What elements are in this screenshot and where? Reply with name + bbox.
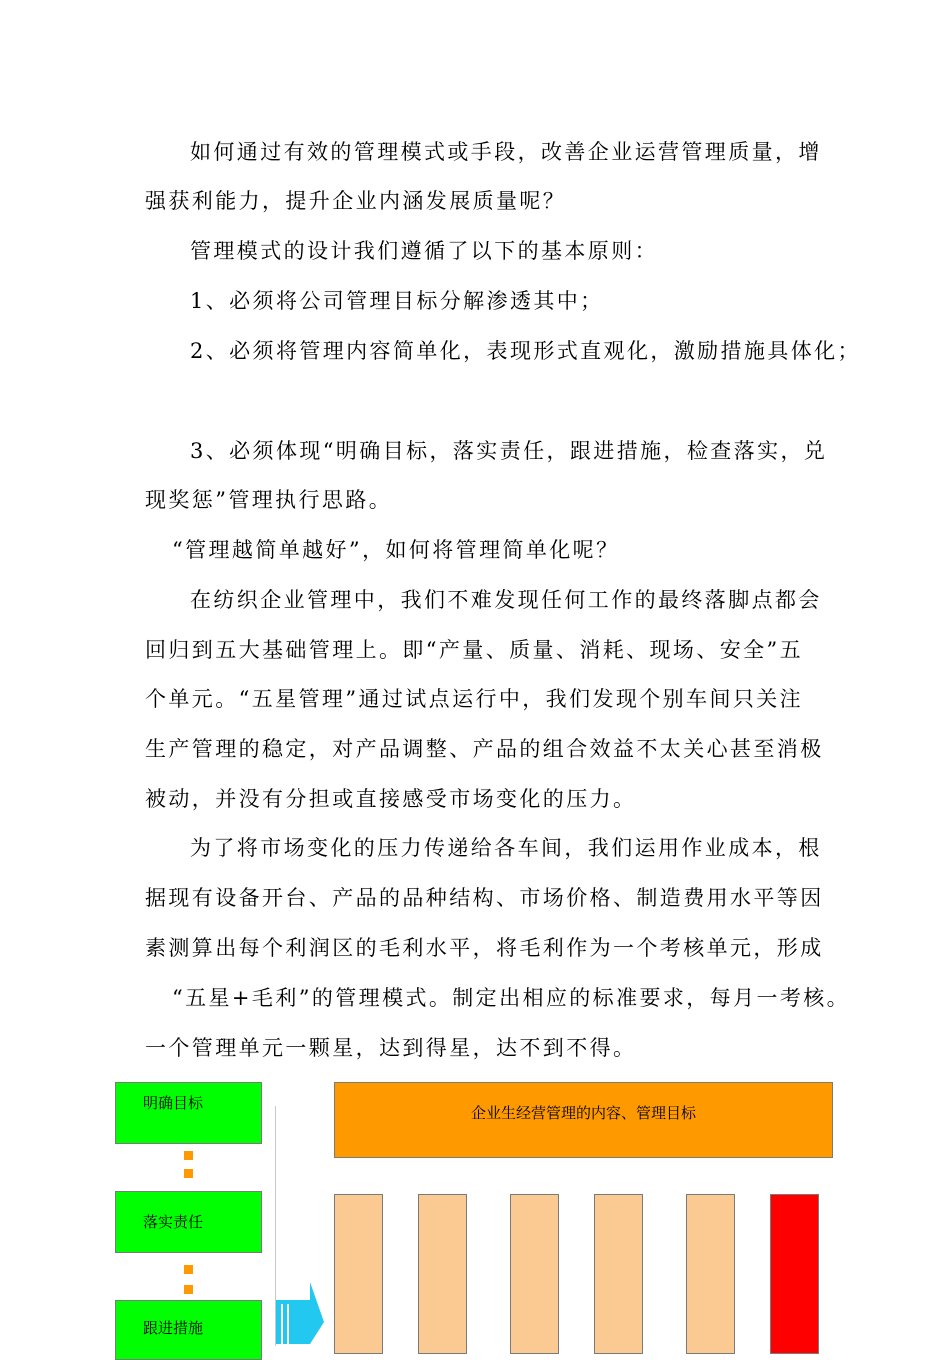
unit-column-4 [594,1194,643,1354]
step-box-follow-up-measures [115,1300,262,1360]
step-box-clear-goals [115,1082,262,1144]
dash-mark [184,1285,193,1294]
paragraph-8-line-5: 一个管理单元一颗星，达到得星，达不到不得。 [145,1036,637,1060]
paragraph-7-line-2: 回归到五大基础管理上。即“产量、质量、消耗、现场、安全”五 [145,638,804,662]
paragraph-1-line-2: 强获利能力，提升企业内涵发展质量呢？ [145,189,567,213]
paragraph-8-line-3: 素测算出每个利润区的毛利水平，将毛利作为一个考核单元，形成 [145,936,824,960]
unit-column-1 [334,1194,383,1354]
paragraph-8-line-4: “五星+毛利”的管理模式。制定出相应的标准要求，每月一考核。 [172,986,851,1010]
paragraph-8-line-1: 为了将市场变化的压力传递给各车间，我们运用作业成本，根 [190,836,822,860]
management-content-header [334,1082,833,1158]
dash-mark [184,1169,193,1178]
paragraph-7-line-3: 个单元。“五星管理”通过试点运行中，我们发现个别车间只关注 [145,687,804,711]
principle-3-line-2: 现奖惩”管理执行思路。 [145,488,393,512]
dash-mark [184,1265,193,1274]
diagram-connector-line [262,1106,276,1346]
unit-column-5 [686,1194,735,1354]
paragraph-1-line-1: 如何通过有效的管理模式或手段，改善企业运营管理质量，增 [190,140,822,164]
paragraph-7-line-1: 在纺织企业管理中，我们不难发现任何工作的最终落脚点都会 [190,588,822,612]
unit-column-6-highlight [770,1194,819,1354]
dash-mark [184,1151,193,1160]
right-arrow-icon [276,1282,324,1344]
paragraph-question: “管理越简单越好”，如何将管理简单化呢？ [172,538,620,562]
step-label: 落实责任 [143,1213,204,1231]
step-label: 跟进措施 [143,1319,204,1337]
unit-column-2 [418,1194,467,1354]
step-box-assign-responsibility [115,1191,262,1253]
principle-1: 1、必须将公司管理目标分解渗透其中； [190,289,604,313]
principle-3-line-1: 3、必须体现“明确目标，落实责任，跟进措施，检查落实，兑 [190,439,828,463]
step-label: 明确目标 [143,1094,204,1112]
principle-2: 2、必须将管理内容简单化，表现形式直观化，激励措施具体化； [190,339,861,363]
paragraph-2: 管理模式的设计我们遵循了以下的基本原则： [190,239,658,263]
header-label: 企业生经营管理的内容、管理目标 [470,1104,696,1122]
paragraph-8-line-2: 据现有设备开台、产品的品种结构、市场价格、制造费用水平等因 [145,886,824,910]
unit-column-3 [510,1194,559,1354]
paragraph-7-line-4: 生产管理的稳定，对产品调整、产品的组合效益不太关心甚至消极 [145,737,824,761]
paragraph-7-line-5: 被动，并没有分担或直接感受市场变化的压力。 [145,787,637,811]
